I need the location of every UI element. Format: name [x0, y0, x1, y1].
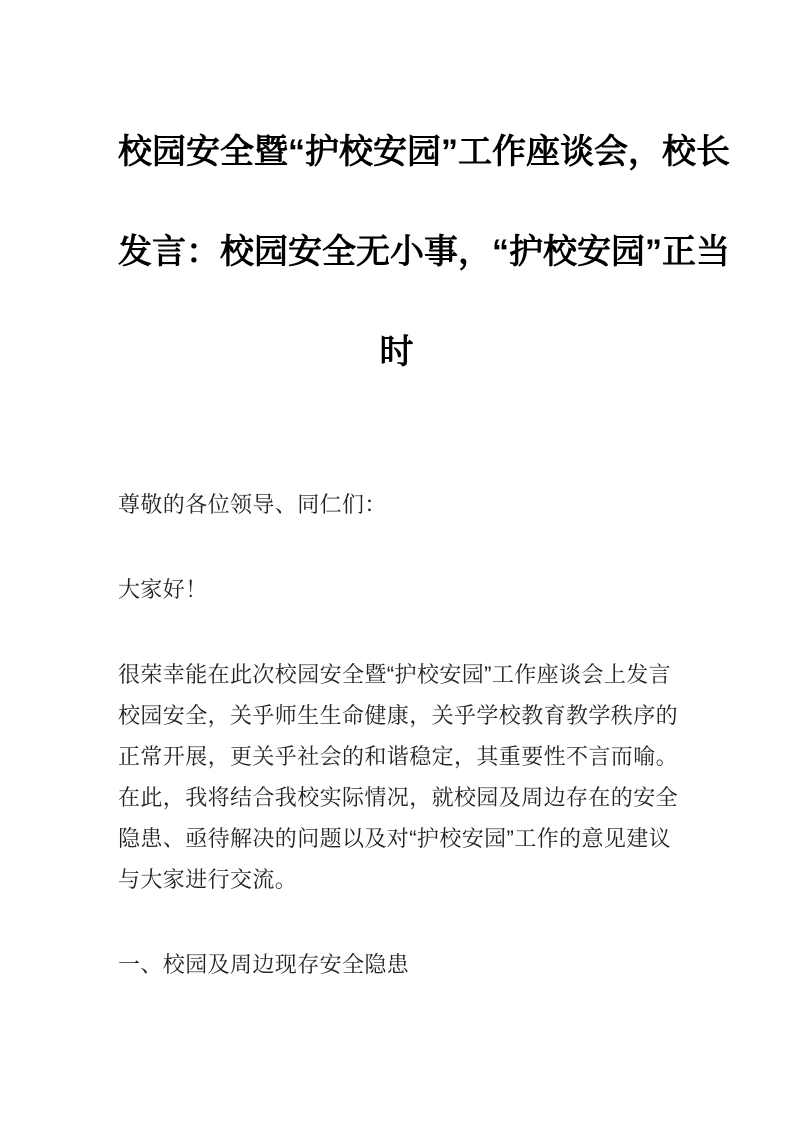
- paragraph-salutation: [118, 484, 675, 525]
- text-line: 一、校园及周边现存安全隐患: [118, 952, 410, 977]
- title-line-2: 发言：校园安全无小事，“护校安园”正当: [118, 233, 730, 271]
- text-line: 大家好！: [118, 577, 208, 602]
- text-line: 尊敬的各位领导、同仁们：: [118, 492, 387, 517]
- title-line-3: 时: [379, 333, 414, 371]
- text-line: 隐患、亟待解决的问题以及对“护校安园”工作的意见建议: [118, 826, 672, 851]
- text-line: 很荣幸能在此次校园安全暨“护校安园”工作座谈会上发言: [118, 662, 672, 687]
- paragraph-greeting: [118, 569, 675, 610]
- document-title: [118, 102, 730, 402]
- title-line-1: 校园安全暨“护校安园”工作座谈会，校长: [118, 133, 730, 171]
- document-body: [118, 484, 679, 985]
- paragraph-introduction: [118, 654, 679, 900]
- text-line: 校园安全，关乎师生生命健康，关乎学校教育教学秩序的: [118, 703, 679, 728]
- text-line: 与大家进行交流。: [118, 867, 298, 892]
- section-heading-1: [118, 944, 675, 985]
- text-line: 在此，我将结合我校实际情况，就校园及周边存在的安全: [118, 785, 679, 810]
- text-line: 正常开展，更关乎社会的和谐稳定，其重要性不言而喻。: [118, 744, 679, 769]
